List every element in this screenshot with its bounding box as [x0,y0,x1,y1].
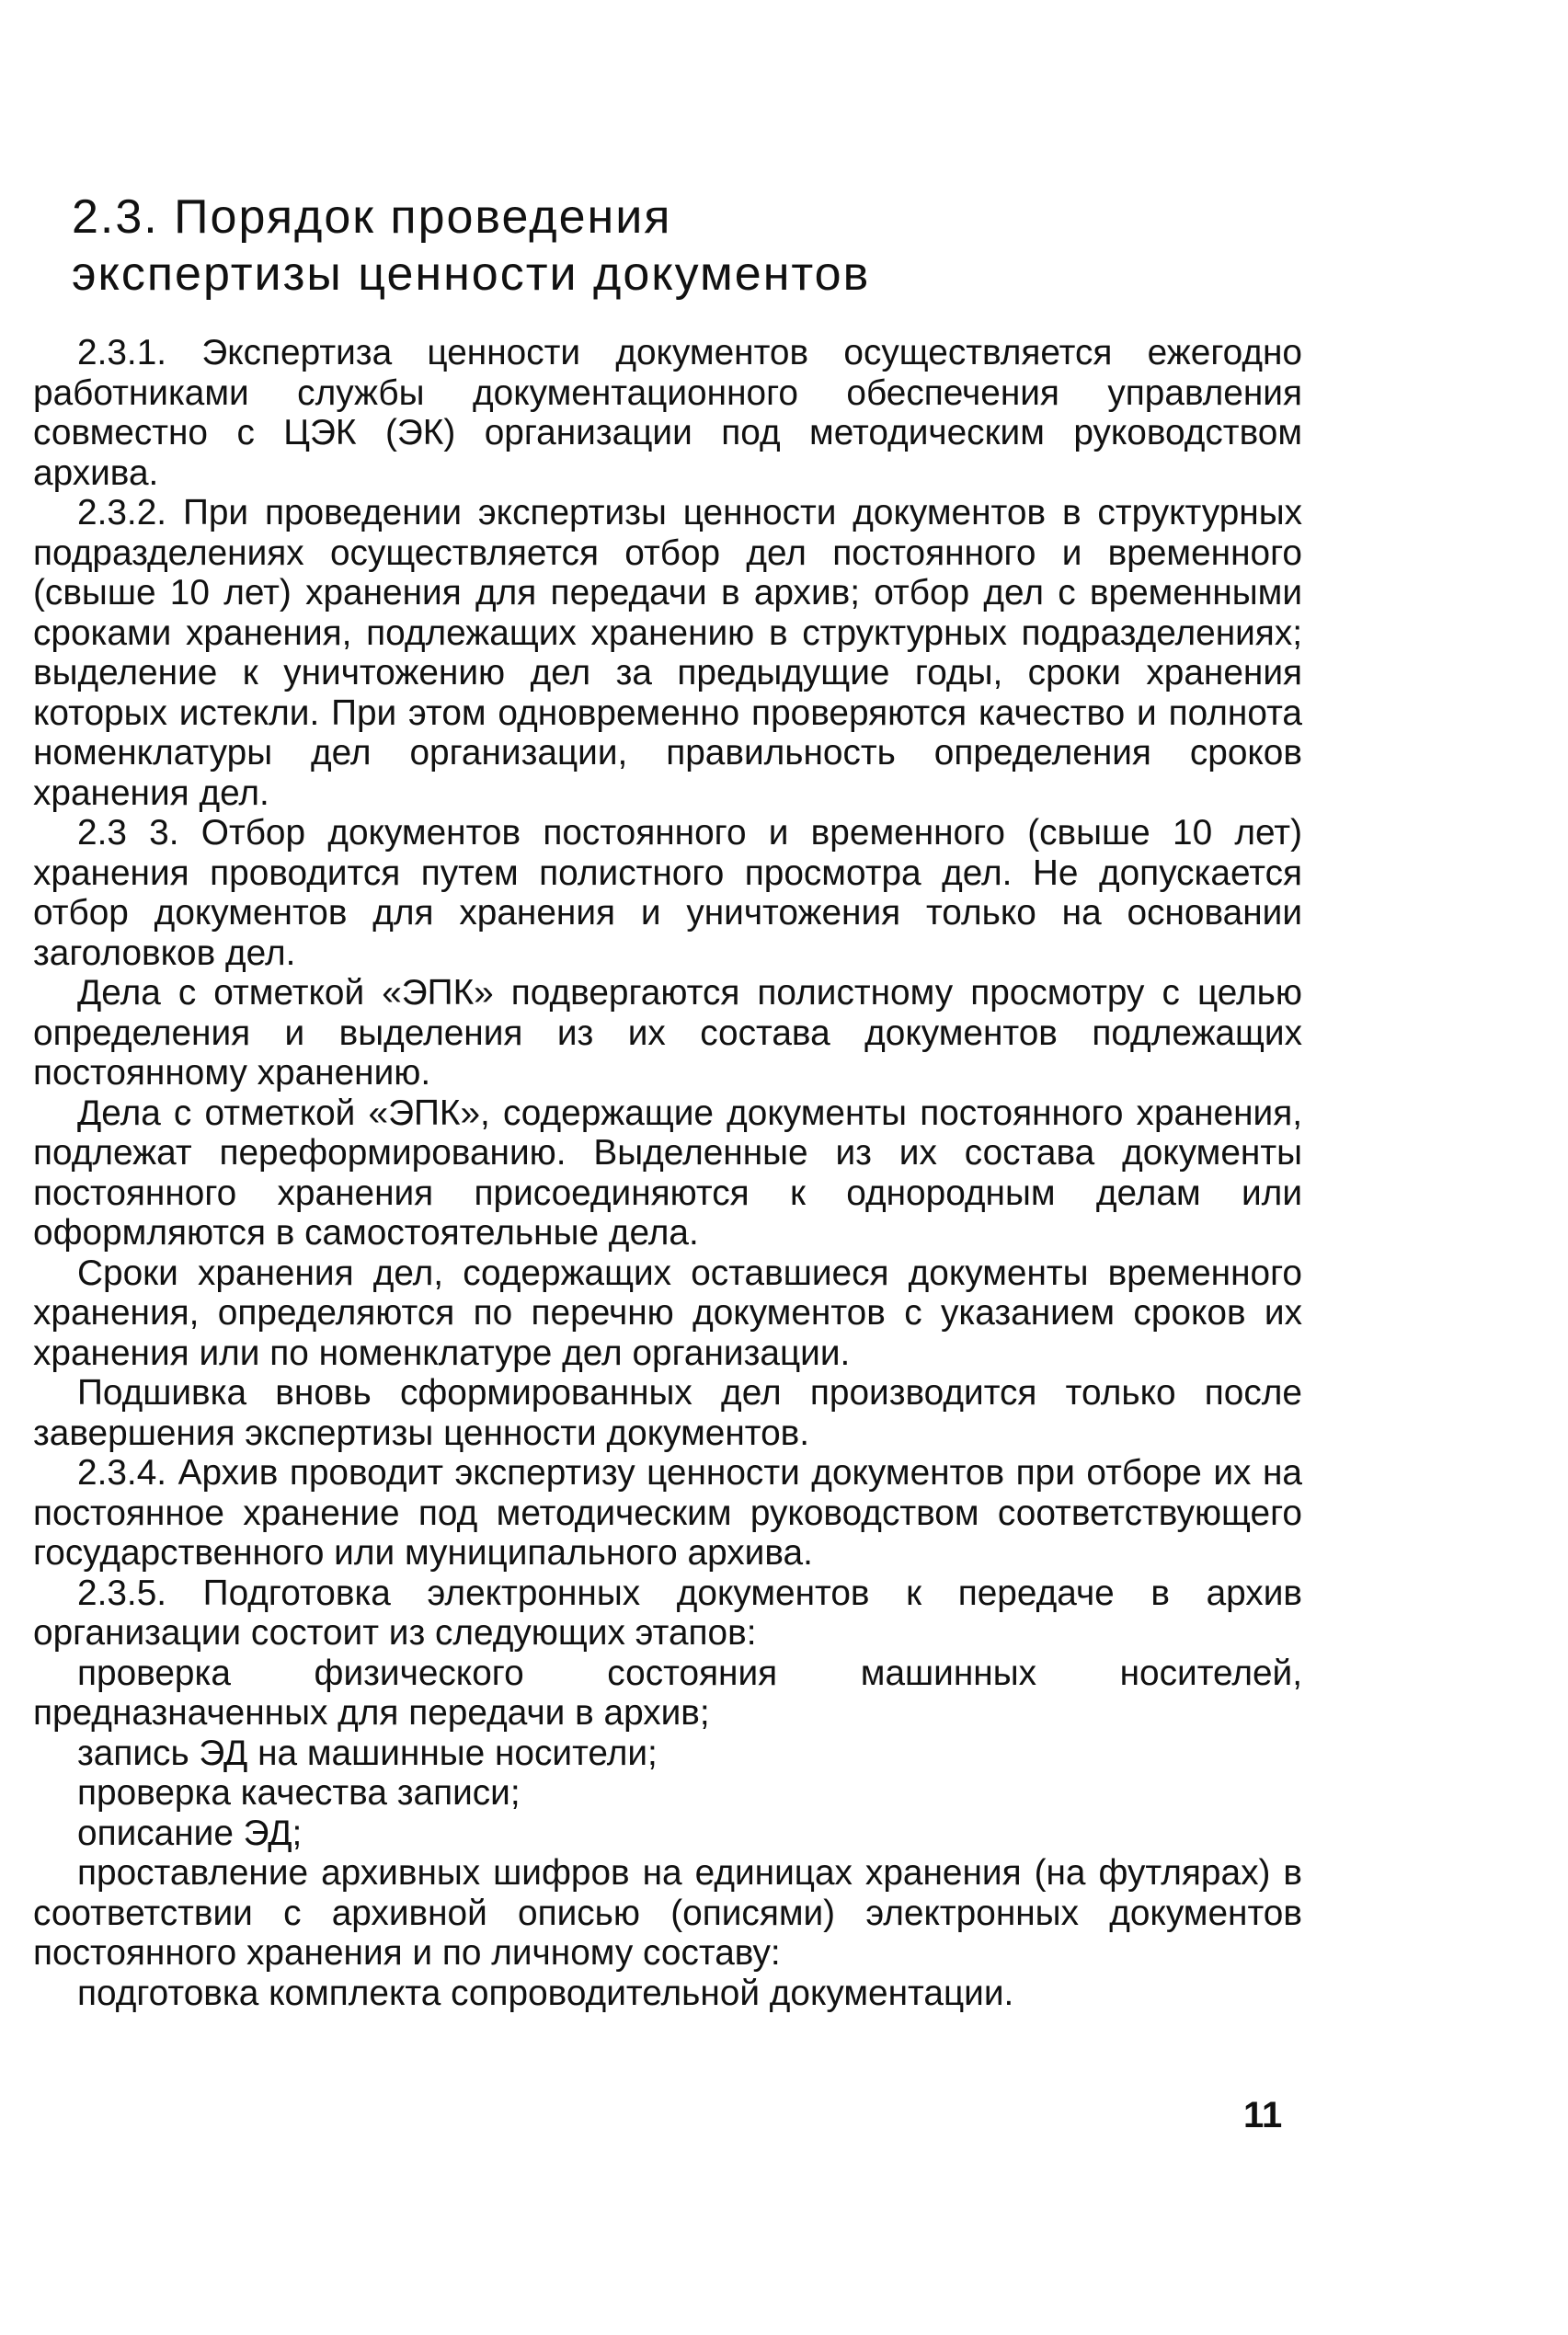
paragraph-storage-terms: Сроки хранения дел, содержащих оставшиеся документы временного хранения, определяются по перечню документов с указанием сроков их хранения или по номенклатуре дел организации. [33,1253,1302,1373]
list-item: запись ЭД на машинные носители; [77,1733,658,1773]
paragraph-2-3-5: 2.3.5. Подготовка электронных документов к передаче в архив организации состоит из следующих этапов: [33,1573,1302,1653]
section-heading-line-1: 2.3. Порядок проведения [72,190,672,244]
section-heading [72,189,1083,303]
list-item: проверка качества записи; [77,1773,521,1813]
paragraph-2-3-3: 2.3 3. Отбор документов постоянного и временного (свыше 10 лет) хранения проводится путем полистного просмотра дел. Не допускается отбор документов для хранения и уничтожения только на основании заголовков дел. [33,813,1302,973]
list-item: описание ЭД; [77,1813,303,1853]
paragraph-2-3-1: 2.3.1. Экспертиза ценности документов осуществляется ежегодно работниками службы документационного обеспечения управления совместно с ЦЭК (ЭК) организации под методическим руководством архива. [33,333,1302,493]
body-text [33,333,1302,2013]
paragraph-binding: Подшивка вновь сформированных дел производится только после завершения экспертизы ценности документов. [33,1373,1302,1453]
list-item: проставление архивных шифров на единицах хранения (на футлярах) в соответствии с архивной описью (описями) электронных документов постоянного хранения и по личному составу: [33,1853,1302,1973]
paragraph-2-3-2: 2.3.2. При проведении экспертизы ценности документов в структурных подразделениях осуществляется отбор дел постоянного и временного (свыше 10 лет) хранения для передачи в архив; отбор дел с временными сроками хранения, подлежащих хранению в структурных подразделениях; выделение к уничтожению дел за предыдущие годы, сроки хранения которых истекли. При этом одновременно проверяются качество и полнота номенклатуры дел организации, правильность определения сроков хранения дел. [33,493,1302,813]
paragraph-epk-review: Дела с отметкой «ЭПК» подвергаются полистному просмотру с целью определения и выделения из их состава документов подлежащих постоянному хранению. [33,973,1302,1093]
paragraph-epk-reformation: Дела с отметкой «ЭПК», содержащие документы постоянного хранения, подлежат переформированию. Выделенные из их состава документы постоянного хранения присоединяются к однородным делам или оформляются в самостоятельные дела. [33,1093,1302,1253]
section-heading-line-2: экспертизы ценности документов [72,247,871,301]
page-number: 11 [1243,2095,1283,2135]
list-item: проверка физического состояния машинных носителей, предназначенных для передачи в архив; [33,1653,1302,1733]
list-item: подготовка комплекта сопроводительной документации. [77,1973,1014,2013]
paragraph-2-3-4: 2.3.4. Архив проводит экспертизу ценности документов при отборе их на постоянное хранение под методическим руководством соответствующего государственного или муниципального архива. [33,1453,1302,1573]
